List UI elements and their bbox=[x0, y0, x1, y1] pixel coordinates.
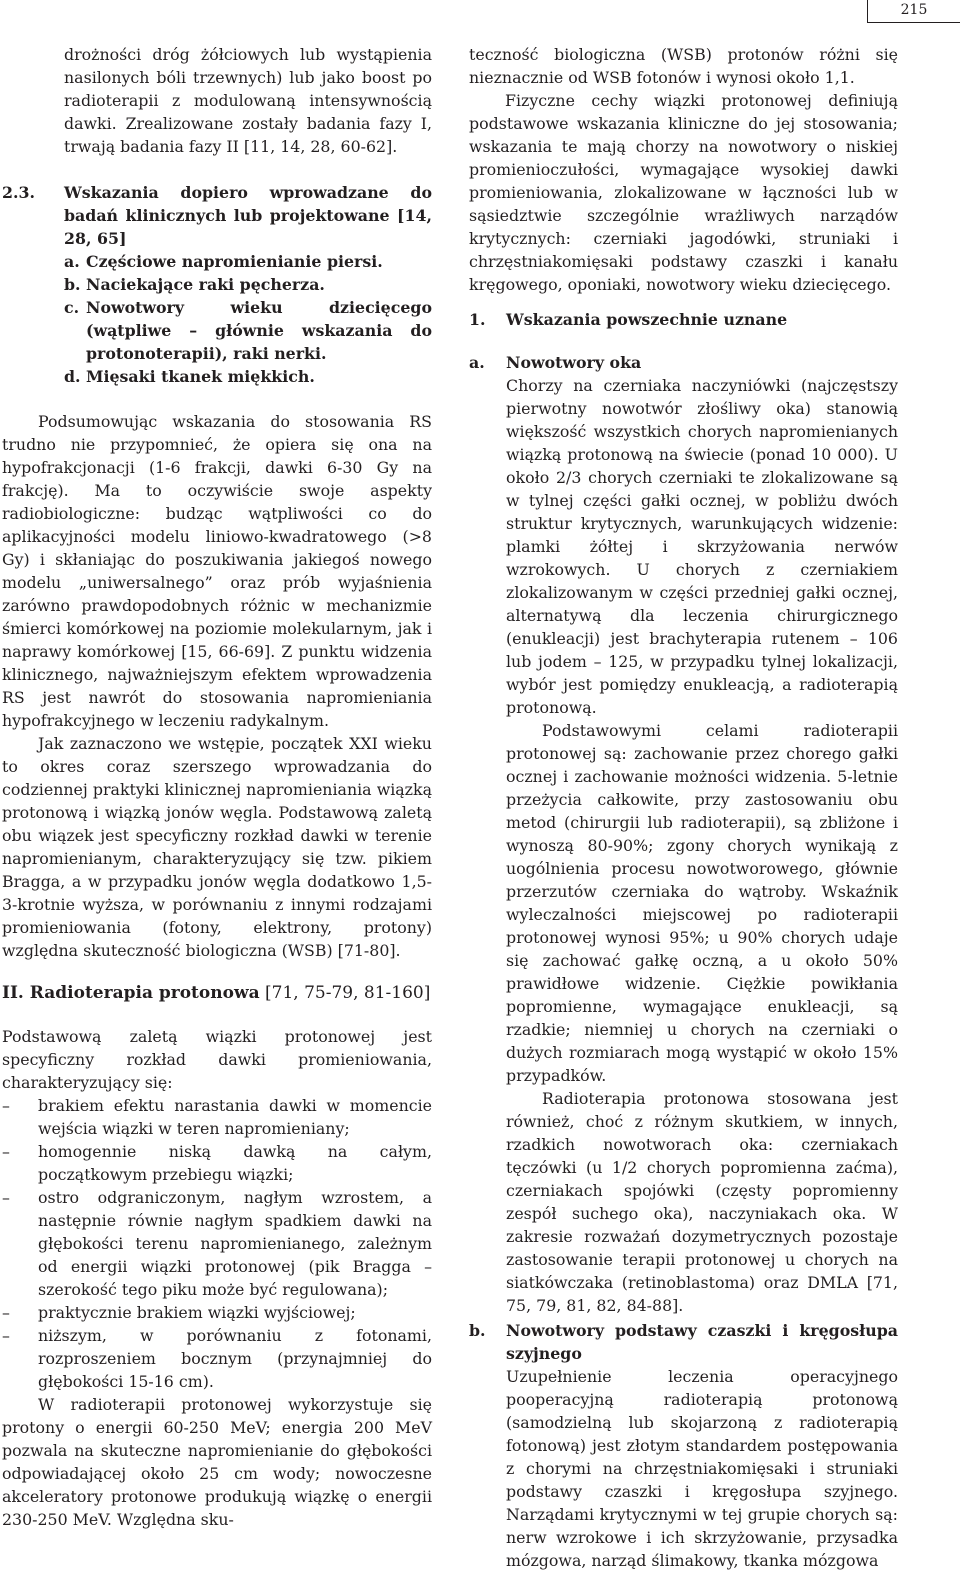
dash-item-text: brakiem efektu narastania dawki w momencie wejścia wiązki w teren napromieniany; bbox=[38, 1096, 432, 1138]
list-item bbox=[64, 273, 432, 296]
dash-item-text: niższym, w porównaniu z fotonami, rozproszeniem bocznym (przynajmniej do głębokości 15-16 cm). bbox=[38, 1326, 432, 1391]
dash-item-text: homogennie niską dawką na całym, początkowym przebiegu wiązki; bbox=[38, 1142, 432, 1184]
dash-marker: – bbox=[2, 1326, 10, 1345]
dash-item bbox=[2, 1301, 432, 1324]
list-item bbox=[64, 365, 432, 388]
item-a-paragraph-2: Podstawowymi celami radioterapii protonowej są: zachowanie przez chorego gałki ocznej i zachowanie możności widzenia. 5-letnie przeżycia całkowite, przy zastosowaniu obu metod (chirurgii lub radioterapii), są zbliżone i wynoszą 80-90%; zgony chorych wynikają z uogólnienia procesu nowotworowego, głównie przerzutów czerniaka do wątroby. Wskaźnik wyleczalności miejscowej po radioterapii protonowej wynosi 95%; u 90% chorych udaje się zachować gałkę oczną, a u około 50% prawidłowe widzenie. Ciężkie powikłania popromienne, wymagające enukleacji, są rzadkie; niemniej u chorych na czerniaki o dużych rozmiarach mogą wystąpić w około 15% przypadków. bbox=[506, 721, 898, 1085]
right-continuation: teczność biologiczna (WSB) protonów różni się nieznacznie od WSB fotonów i wynosi około 1,1. bbox=[469, 45, 898, 87]
list-item-key: c. bbox=[64, 298, 80, 317]
right-paragraph-1: Fizyczne cechy wiązki protonowej definiują podstawowe wskazania kliniczne do jej stosowania; wskazania te mają chorzy na nowotwory o niskiej promienioczułości, wymagające wysokiej dawki promieniowania, zlokalizowane w łączności lub w sąsiedztwie szczególnie wrażliwych narządów krytycznych: czerniaki jagodówki, struniaki i chrzęstniakomięsaki podstawy czaszki i kanału kręgowego, oponiaki, nowotwory wieku dziecięcego. bbox=[469, 91, 898, 294]
item-a-title: Nowotwory oka bbox=[506, 353, 642, 372]
dash-marker: – bbox=[2, 1188, 10, 1207]
list-item-text: Mięsaki tkanek miękkich. bbox=[86, 367, 315, 386]
section-2-heading bbox=[2, 982, 432, 1005]
section-2-3-heading bbox=[2, 181, 432, 250]
list-item-key: d. bbox=[64, 367, 81, 386]
list-item bbox=[64, 296, 432, 365]
dash-item bbox=[2, 1186, 432, 1301]
dash-item bbox=[2, 1094, 432, 1140]
page-number: 215 bbox=[867, 0, 960, 23]
item-b-paragraph-1: Uzupełnienie leczenia operacyjnego pooperacyjną radioterapią protonową (samodzielną lub skojarzoną z radioterapią fotonową) jest złotym standardem postępowania z chorymi na chrzęstniakomięsaki i struniaki podstawy czaszki i kręgosłupa szyjnego. Narządami krytycznymi w tej grupie chorych są: nerw wzrokowe i ich skrzyżowanie, przysadka mózgowa, narząd ślimakowy, tkanka mózgowa bbox=[506, 1367, 898, 1570]
dash-item-text: ostro odgraniczonym, nagłym wzrostem, a następnie równie nagłym spadkiem dawki na głębokości terenu napromienianego, zależnym od energii wiązki protonowej (pik Bragga – szerokość tego piku może być regulowana); bbox=[38, 1188, 432, 1299]
dash-list bbox=[2, 1094, 432, 1393]
dash-marker: – bbox=[2, 1303, 10, 1322]
dash-item bbox=[2, 1140, 432, 1186]
dash-item bbox=[2, 1324, 432, 1393]
item-a-body bbox=[469, 374, 898, 1317]
left-paragraph-1: Podsumowując wskazania do stosowania RS trudno nie przypomnieć, że opiera się ona na hypofrakcjonacji (1-6 frakcji, dawki 6-30 Gy na frakcję). Ma to oczywiście swoje aspekty radiobiologiczne: budząc wątpliwości co do aplikacyjności modelu liniowo-kwadratowego (>8 Gy) i skłaniając do poszukiwania jakiegoś nowego modelu „uniwersalnego” oraz prób wyjaśnienia zarówno prawdopodobnych różnic w mechanizmie śmierci komórkowej na poziomie molekularnym, jak i naprawy komórkowej [15, 66-69]. Z punktu widzenia klinicznego, najważniejszym efektem wprowadzenia RS jest nawrót do stosowania napromieniania hypofrakcyjnego w leczeniu radykalnym. bbox=[2, 412, 432, 730]
left-paragraph-3: Podstawową zaletą wiązki protonowej jest specyficzny rozkład dawki promieniowania, charakteryzujący się: bbox=[2, 1027, 432, 1092]
section-2-3-title: Wskazania dopiero wprowadzane do badań klinicznych lub projektowane [14, 28, 65] bbox=[64, 183, 432, 248]
section-2-3-list bbox=[2, 250, 432, 388]
section-1-number: 1. bbox=[469, 310, 486, 329]
section-1-title: Wskazania powszechnie uznane bbox=[506, 310, 788, 329]
section-2-3-number: 2.3. bbox=[2, 183, 35, 202]
list-item-text: Naciekające raki pęcherza. bbox=[86, 275, 325, 294]
item-b-key: b. bbox=[469, 1321, 486, 1340]
item-a-paragraph-3: Radioterapia protonowa stosowana jest również, choć z różnym skutkiem, w innych, rzadkich nowotworach oka: czerniakach tęczówki (u 1/2 chorych popromienna zaćma), czerniakach spojówki (częsty popromienny zespół suchego oka), naczyniakach oka. W zakresie rozważań dozymetrycznych pozostaje zastosowanie terapii protonowej u chorych na siatkówczaka (retinoblastoma) oraz DMLA [71, 75, 79, 81, 82, 84-88]. bbox=[506, 1089, 898, 1315]
item-b-title: Nowotwory podstawy czaszki i kręgosłupa szyjnego bbox=[506, 1321, 898, 1363]
dash-marker: – bbox=[2, 1142, 10, 1161]
list-item-key: a. bbox=[64, 252, 80, 271]
list-item-text: Nowotwory wieku dziecięcego (wątpliwe – głównie wskazania do protonoterapii), raki nerki. bbox=[86, 298, 432, 363]
left-intro-paragraph: drożności dróg żółciowych lub wystąpienia nasilonych bóli trzewnych) lub jako boost po radioterapii z modulowaną intensywnością dawki. Zrealizowane zostały badania fazy I, trwają badania fazy II [11, 14, 28, 60-62]. bbox=[64, 45, 432, 156]
item-a-heading bbox=[469, 351, 898, 374]
section-2-refs: [71, 75-79, 81-160] bbox=[265, 983, 431, 1003]
dash-item-text: praktycznie brakiem wiązki wyjściowej; bbox=[38, 1303, 356, 1322]
left-column bbox=[2, 43, 432, 1531]
item-a-paragraph-1: Chorzy na czerniaka naczyniówki (najczęstszy pierwotny nowotwór złośliwy oka) stanowią większość wszystkich chorych napromienianych wiązką protonową na świecie (ponad 10 000). U około 2/3 chorych czerniaki te zlokalizowane są w tylnej części gałki ocznej, w pobliżu dwóch struktur krytycznych, warunkujących widzenie: plamki żółtej i skrzyżowania nerwów wzrokowych. U chorych z czerniakiem zlokalizowanym w części przedniej gałki ocznej, alternatywą dla leczenia chirurgicznego (enukleacji) jest brachyterapia rutenem – 106 lub jodem – 125, w przypadku tylnej lokalizacji, wybór jest pomiędzy enukleacją, a radioterapią protonową. bbox=[506, 376, 898, 717]
item-b-body bbox=[469, 1365, 898, 1572]
dash-marker: – bbox=[2, 1096, 10, 1115]
item-a-key: a. bbox=[469, 353, 485, 372]
list-item-text: Częściowe napromienianie piersi. bbox=[86, 252, 383, 271]
left-paragraph-2: Jak zaznaczono we wstępie, początek XXI wieku to okres coraz szerszego wprowadzania do codziennej praktyki klinicznej napromieniania wiązką protonową i wiązką jonów węgla. Podstawową zaletą obu wiązek jest specyficzny rozkład dawki w terenie napromienianym, charakteryzujący się tzw. pikiem Bragga, a w przypadku jonów węgla dodatkowo 1,5-3-krotnie wyższa, w porównaniu z innymi rodzajami promieniowania (fotony, elektrony, protony) względna skuteczność biologiczna (WSB) [71-80]. bbox=[2, 734, 432, 960]
left-paragraph-4: W radioterapii protonowej wykorzystuje się protony o energii 60-250 MeV; energia 200 MeV pozwala na skuteczne napromienianie do głębokości odpowiadającej około 25 cm wody; nowoczesne akceleratory protonowe produkują wiązkę o energii 230-250 MeV. Względna sku- bbox=[2, 1395, 432, 1529]
list-item-key: b. bbox=[64, 275, 81, 294]
item-b-heading bbox=[469, 1319, 898, 1365]
list-item bbox=[64, 250, 432, 273]
section-2-title: II. Radioterapia protonowa bbox=[2, 983, 260, 1003]
right-column bbox=[469, 43, 898, 1572]
section-1-heading bbox=[469, 308, 898, 331]
